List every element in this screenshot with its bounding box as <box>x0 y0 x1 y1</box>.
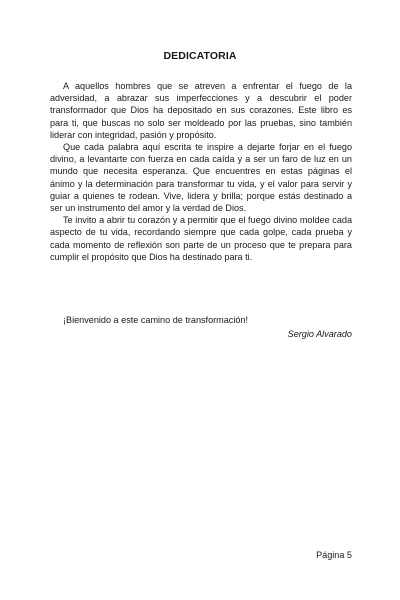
paragraph-1: A aquellos hombres que se atreven a enfrentar el fuego de la adversidad, a abrazar sus imperfecciones y a descubrir el poder transformador que Dios ha depositado en sus corazones. Este libro es para ti, que buscas no solo ser moldeado por las pruebas, sino también liderar con integridad, pasión y propósito. <box>50 81 352 140</box>
page-title: DEDICATORIA <box>163 50 237 62</box>
page-number: Página 5 <box>316 550 352 560</box>
welcome-line: ¡Bienvenido a este camino de transformación! <box>63 315 249 325</box>
paragraph-3: Te invito a abrir tu corazón y a permitir que el fuego divino moldee cada aspecto de tu vida, recordando siempre que cada golpe, cada prueba y cada momento de reflexión son parte de un proceso que te prepara para cumplir el propósito que Dios ha destinado para ti. <box>50 215 352 262</box>
author-signature: Sergio Alvarado <box>287 329 352 339</box>
dedication-body <box>50 80 352 263</box>
paragraph-2: Que cada palabra aquí escrita te inspire a dejarte forjar en el fuego divino, a levantarte con fuerza en cada caída y a ser un faro de luz en un mundo que necesita esperanza. Que encuentres en estas páginas el ánimo y la determinación para transformar tu vida, y el valor para servir y guiar a quienes te rodean. Vive, lidera y brilla; porque estás destinado a ser un instrumento del amor y la verdad de Dios. <box>50 142 352 214</box>
